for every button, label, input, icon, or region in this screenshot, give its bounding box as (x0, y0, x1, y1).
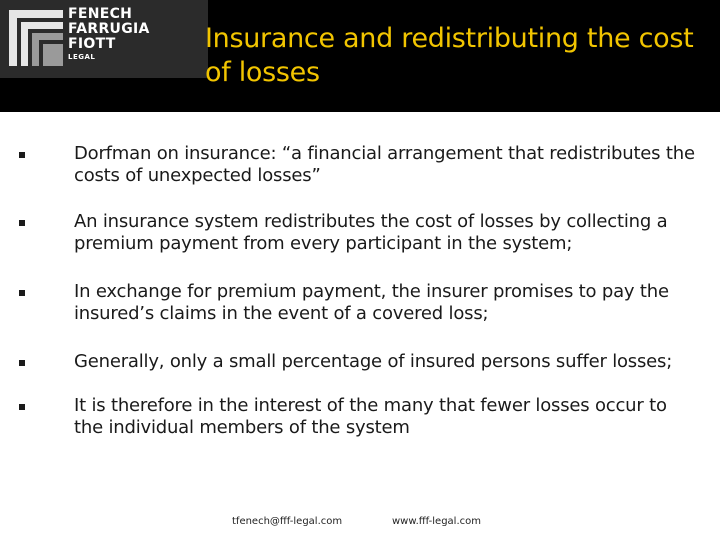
bullet-text: An insurance system redistributes the cost of losses by collecting a premium payment from every participant in the system; (74, 211, 668, 254)
square-bullet-icon (19, 404, 25, 410)
square-bullet-icon (19, 152, 25, 158)
bullet-item (18, 211, 698, 255)
bullet-item (18, 395, 698, 439)
logo-line-2: FARRUGIA (68, 21, 150, 37)
logo-sub: LEGAL (68, 53, 96, 61)
bullet-text: Dorfman on insurance: “a financial arrangement that redistributes the costs of unexpected losses” (74, 143, 695, 186)
bullet-item (18, 351, 698, 373)
bullet-list (18, 143, 698, 439)
footer-email: tfenech@fff-legal.com (232, 516, 343, 527)
bullet-item (18, 143, 698, 187)
bullet-text: It is therefore in the interest of the many that fewer losses occur to the individual members of the system (74, 395, 667, 438)
footer-website: www.fff-legal.com (392, 516, 481, 527)
square-bullet-icon (19, 220, 25, 226)
logo (0, 0, 208, 78)
bullet-text: In exchange for premium payment, the insurer promises to pay the insured’s claims in the event of a covered loss; (74, 281, 669, 324)
slide-title: Insurance and redistributing the cost of losses (205, 23, 694, 88)
square-bullet-icon (19, 290, 25, 296)
bullet-item (18, 281, 698, 325)
logo-text (68, 7, 150, 62)
logo-line-3: FIOTT (68, 36, 116, 52)
nested-square-logo-icon (9, 10, 63, 66)
logo-line-1: FENECH (68, 6, 133, 22)
square-bullet-icon (19, 360, 25, 366)
bullet-text: Generally, only a small percentage of insured persons suffer losses; (74, 351, 673, 372)
